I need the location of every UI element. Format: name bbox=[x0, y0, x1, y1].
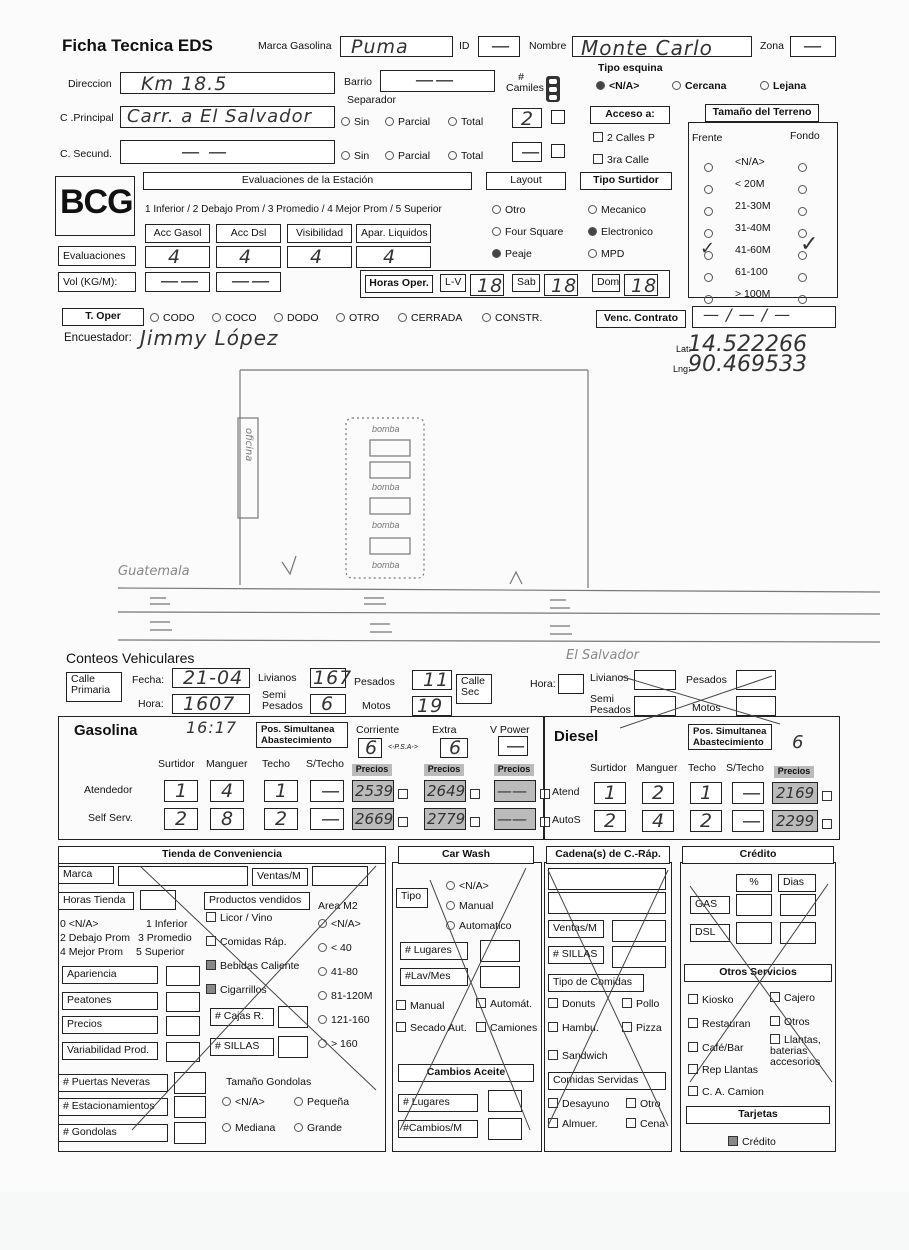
area-option-label: 81-120M bbox=[331, 990, 373, 1002]
terreno-row-label: <N/A> bbox=[735, 156, 765, 168]
layout-header: Layout bbox=[486, 172, 566, 190]
gas-price-value: 2539 bbox=[355, 782, 394, 800]
semi-label: Semi Pesados bbox=[262, 689, 303, 712]
gas-label-c: GAS bbox=[690, 896, 730, 914]
cadena-header: Cadena(s) de C.-Ráp. bbox=[546, 846, 670, 864]
total-label: Total bbox=[461, 150, 484, 162]
strike-carwash-2 bbox=[400, 868, 526, 1130]
nombre-label: Nombre bbox=[529, 40, 567, 52]
toper-option-label: OTRO bbox=[349, 312, 380, 324]
tam-grande-label: Grande bbox=[307, 1122, 343, 1134]
gas-col-stecho: S/Techo bbox=[306, 758, 344, 770]
cigarrillos-label: Cigarrillos bbox=[220, 984, 267, 996]
llantas-label: Llantas, baterias accesorios bbox=[770, 1034, 821, 1068]
neveras-label: # Puertas Neveras bbox=[58, 1074, 168, 1092]
encuestador-value: Jimmy López bbox=[140, 326, 279, 350]
aceite-lugares-label: # Lugares bbox=[398, 1094, 478, 1112]
strike-credito bbox=[690, 886, 832, 1082]
fecha-label: Fecha: bbox=[132, 674, 165, 686]
cw-na-label: <N/A> bbox=[459, 880, 489, 892]
gas-price-value: —— bbox=[497, 810, 527, 828]
cw-manual-label: Manual bbox=[459, 900, 494, 912]
variabilidad-label: Variabilidad Prod. bbox=[62, 1042, 158, 1060]
diesel-title: Diesel bbox=[554, 728, 599, 745]
col-apar-liquidos: Apar. Liquidos bbox=[356, 224, 431, 243]
nombre-value: Monte Carlo bbox=[581, 36, 713, 60]
toper-label: T. Oper bbox=[62, 308, 144, 326]
esquina-na-label: <N/A> bbox=[609, 80, 640, 92]
dsl-row-label: AutoS bbox=[552, 814, 581, 826]
evaluaciones-header: Evaluaciones de la Estación bbox=[143, 172, 472, 190]
psa-label: <-P.S.A-> bbox=[388, 744, 418, 751]
oficina-label: oficina bbox=[243, 428, 254, 462]
dsl-col-surtidor: Surtidor bbox=[590, 762, 627, 774]
tarjeta-credito-label: Crédito bbox=[742, 1136, 776, 1148]
strike-tienda-2 bbox=[132, 866, 376, 1130]
gas-price-value: 2649 bbox=[427, 782, 466, 800]
strike-carwash bbox=[430, 880, 533, 1130]
pizza-label: Pizza bbox=[636, 1022, 662, 1034]
cajero-label: Cajero bbox=[784, 992, 815, 1004]
productos-label: Productos vendidos bbox=[204, 892, 310, 910]
restauran-label: Restauran bbox=[702, 1018, 751, 1030]
dsl-label-c: DSL bbox=[690, 924, 730, 942]
tam-pequena-label: Pequeña bbox=[307, 1096, 350, 1108]
layout-peaje-label: Peaje bbox=[505, 248, 532, 260]
principal-num-value: 2 bbox=[521, 108, 535, 130]
gas-price-value: —— bbox=[497, 782, 527, 800]
scale-1: 1 Inferior bbox=[146, 918, 188, 930]
cadena-sillas-label: # SILLAS bbox=[548, 946, 604, 964]
terreno-row-label: < 20M bbox=[735, 178, 765, 190]
dsl-cell-value: 1 bbox=[700, 782, 714, 804]
dsl-cell-value: 1 bbox=[604, 782, 618, 804]
pesados-value: 11 bbox=[423, 669, 450, 691]
acceso-2calles-label: 2 Calles P bbox=[607, 132, 655, 144]
scale-3: 3 Promedio bbox=[138, 932, 192, 944]
scale-5: 5 Superior bbox=[136, 946, 185, 958]
gas-cell-value: 2 bbox=[175, 808, 189, 830]
peatones-label: Peatones bbox=[62, 992, 158, 1010]
sillas-label-t: # SILLAS bbox=[210, 1038, 274, 1056]
gas-cell-value: 4 bbox=[221, 780, 235, 802]
hambu-label: Hambu. bbox=[562, 1022, 599, 1034]
fondo-check-mark: ✓ bbox=[800, 232, 820, 257]
gasolina-title: Gasolina bbox=[74, 722, 138, 739]
col-visibilidad: Visibilidad bbox=[287, 224, 352, 243]
corriente-label: Corriente bbox=[356, 724, 400, 736]
marca-value: Puma bbox=[351, 36, 409, 58]
aceite-header: Cambios Aceite bbox=[398, 1064, 534, 1082]
eval-value: 4 bbox=[168, 246, 182, 268]
corriente-value: 6 bbox=[365, 737, 379, 759]
gas-cell-value: — bbox=[321, 780, 341, 802]
otro-label: Otro bbox=[640, 1098, 661, 1110]
toper-option-label: COCO bbox=[225, 312, 257, 324]
gas-price-value: 2669 bbox=[355, 810, 394, 828]
frente-label: Frente bbox=[692, 132, 723, 144]
calle-sec-label: Calle Sec bbox=[456, 674, 492, 704]
hora-value: 1607 bbox=[183, 693, 236, 715]
dsl-price-value: 2299 bbox=[776, 812, 815, 830]
principal-label: C .Principal bbox=[60, 112, 114, 124]
tarjetas-header: Tarjetas bbox=[686, 1106, 830, 1124]
pesados-label: Pesados bbox=[354, 676, 395, 688]
area-option-label: <N/A> bbox=[331, 918, 361, 930]
lat-label: Lat: bbox=[676, 344, 692, 354]
camiles-label: # Camiles bbox=[506, 71, 544, 94]
dsl-cell-value: — bbox=[742, 782, 762, 804]
gas-precios-label-3: Precios bbox=[494, 764, 534, 776]
credito-header: Crédito bbox=[682, 846, 834, 864]
toper-option-label: DODO bbox=[287, 312, 319, 324]
dsl-col-stecho: S/Techo bbox=[726, 762, 764, 774]
cadena-ventas-label: Ventas/M bbox=[548, 920, 604, 938]
livianos-label: Livianos bbox=[258, 672, 297, 684]
sin-label: Sin bbox=[354, 116, 370, 128]
parcial-label: Parcial bbox=[398, 150, 431, 162]
otros-servicios-header: Otros Servicios bbox=[684, 964, 832, 982]
fondo-label: Fondo bbox=[790, 130, 820, 142]
tienda-header: Tienda de Conveniencia bbox=[58, 846, 386, 864]
otros-label: Otros bbox=[784, 1016, 810, 1028]
extra-label: Extra bbox=[432, 724, 457, 736]
tipo-label-cw: Tipo bbox=[396, 888, 428, 908]
tamano-label: Tamaño Gondolas bbox=[226, 1076, 312, 1088]
secund-value: — — bbox=[181, 141, 229, 163]
vol-label: Vol (KG/M): bbox=[58, 272, 136, 292]
secund-label: C. Secund. bbox=[60, 148, 112, 160]
bomba-label-2: bomba bbox=[372, 482, 400, 492]
motos-value: 19 bbox=[417, 695, 444, 717]
gasolina-time: 16:17 bbox=[186, 718, 238, 737]
servidas-label: Comidas Servidas bbox=[548, 1072, 666, 1090]
direccion-label: Direccion bbox=[68, 78, 112, 90]
eval-scale: 1 Inferior / 2 Debajo Prom / 3 Promedio / 4 Mejor Prom / 5 Superior bbox=[145, 204, 442, 215]
marca-label: Marca Gasolina bbox=[258, 40, 332, 52]
terreno-row-label: 21-30M bbox=[735, 200, 771, 212]
terreno-row-label: > 100M bbox=[735, 288, 771, 300]
id-value: — bbox=[491, 35, 511, 57]
esquina-lejana-label: Lejana bbox=[773, 80, 807, 92]
comidas-label: Comidas Ráp. bbox=[220, 936, 287, 948]
total-label: Total bbox=[461, 116, 484, 128]
donuts-label: Donuts bbox=[562, 998, 596, 1010]
gas-cell-value: 1 bbox=[175, 780, 189, 802]
dias-label: Dias bbox=[778, 874, 816, 892]
area-option-label: 121-160 bbox=[331, 1014, 370, 1026]
licor-label: Licor / Vino bbox=[220, 912, 273, 924]
cw-lavmes-label: #Lav/Mes bbox=[400, 968, 468, 986]
surtidor-mecanico-label: Mecanico bbox=[601, 204, 646, 216]
sec-hora-label: Hora: bbox=[530, 678, 556, 690]
dsl-pos-sim-label: Pos. Simultanea Abastecimiento bbox=[688, 724, 772, 750]
area-option-label: < 40 bbox=[331, 942, 352, 954]
terreno-header: Tamaño del Terreno bbox=[705, 104, 819, 122]
precios-label-t: Precios bbox=[62, 1016, 158, 1034]
vpower-value: — bbox=[506, 735, 526, 757]
lv-label: L-V bbox=[440, 274, 466, 292]
cw-auto-label: Automatico bbox=[459, 920, 512, 932]
tipo-esquina-label: Tipo esquina bbox=[598, 62, 663, 74]
motos-label: Motos bbox=[362, 700, 391, 712]
sin-label: Sin bbox=[354, 150, 370, 162]
vol-value: —— bbox=[231, 270, 271, 292]
sec-livianos-label: Livianos bbox=[590, 672, 629, 684]
esquina-cercana-label: Cercana bbox=[685, 80, 727, 92]
dsl-cell-value: 2 bbox=[604, 810, 618, 832]
sab-label: Sab bbox=[512, 274, 540, 292]
gas-col-techo: Techo bbox=[262, 758, 291, 770]
col-acc-gasol: Acc Gasol bbox=[145, 224, 210, 243]
aceite-cambios-label: #Cambios/M bbox=[398, 1120, 478, 1138]
eval-value: 4 bbox=[310, 246, 324, 268]
layout-four-label: Four Square bbox=[505, 226, 564, 238]
terreno-row-label: 61-100 bbox=[735, 266, 768, 278]
gas-col-manguer: Manguer bbox=[206, 758, 248, 770]
sandwich-label: Sandwich bbox=[562, 1050, 608, 1062]
dsl-cell-value: 2 bbox=[652, 782, 666, 804]
bomba-label-4: bomba bbox=[372, 560, 400, 570]
el-salvador-label: El Salvador bbox=[566, 648, 639, 663]
toper-option-label: CONSTR. bbox=[495, 312, 543, 324]
vol-value: —— bbox=[160, 270, 200, 292]
dsl-precios-label: Precios bbox=[774, 766, 814, 778]
zona-value: — bbox=[803, 35, 823, 57]
direccion-value: Km 18.5 bbox=[141, 73, 228, 95]
dsl-cell-value: — bbox=[742, 810, 762, 832]
fecha-value: 21-04 bbox=[183, 667, 244, 689]
pct-label: % bbox=[736, 874, 772, 892]
bebidas-label: Bebidas Caliente bbox=[220, 960, 300, 972]
principal-value: Carr. a El Salvador bbox=[127, 106, 313, 127]
pollo-label: Pollo bbox=[636, 998, 660, 1010]
dsl-row-label: Atend bbox=[552, 786, 580, 798]
acceso-3ra-label: 3ra Calle bbox=[607, 154, 650, 166]
acceso-header: Acceso a: bbox=[590, 106, 670, 124]
parcial-label: Parcial bbox=[398, 116, 431, 128]
tam-mediana-label: Mediana bbox=[235, 1122, 276, 1134]
form-title: Ficha Tecnica EDS bbox=[62, 36, 213, 55]
gas-precios-label-2: Precios bbox=[424, 764, 464, 776]
cw-check-manual-label: Manual bbox=[410, 1000, 445, 1012]
estacionamientos-label: # Estacionamientos bbox=[58, 1098, 168, 1116]
barrio-value: —— bbox=[415, 69, 455, 91]
cw-check-secado-label: Secado Aut. bbox=[410, 1022, 467, 1034]
gondolas-label: # Gondolas bbox=[58, 1124, 168, 1142]
dsl-pos-value: 6 bbox=[792, 732, 805, 753]
dsl-col-manguer: Manguer bbox=[636, 762, 678, 774]
gas-row-label: Atendedor bbox=[84, 784, 133, 796]
kiosko-label: Kiosko bbox=[702, 994, 734, 1006]
area-option-label: 41-80 bbox=[331, 966, 358, 978]
horas-label: Horas Oper. bbox=[365, 275, 433, 293]
strike-calle-sec-2 bbox=[620, 676, 772, 728]
secund-num-value: — bbox=[521, 141, 541, 163]
livianos-value: 167 bbox=[313, 667, 353, 689]
calle-primaria-label: Calle Primaria bbox=[66, 672, 122, 702]
terreno-row-label: 41-60M bbox=[735, 244, 771, 256]
dsl-cell-value: 2 bbox=[700, 810, 714, 832]
dsl-price-value: 2169 bbox=[776, 784, 815, 802]
extra-value: 6 bbox=[449, 737, 463, 759]
horas-tienda-label: Horas Tienda bbox=[58, 892, 134, 910]
gas-cell-value: 8 bbox=[221, 808, 235, 830]
marca-label-t: Marca bbox=[58, 866, 114, 884]
evaluaciones-label: Evaluaciones bbox=[58, 246, 136, 266]
lat-value: 14.522266 bbox=[688, 332, 807, 357]
scale-4: 4 Mejor Prom bbox=[60, 946, 124, 958]
dsl-cell-value: 4 bbox=[652, 810, 666, 832]
lng-label: Lng: bbox=[673, 364, 691, 374]
gas-pos-sim-label: Pos. Simultanea Abastecimiento bbox=[256, 722, 348, 748]
cena-label: Cena bbox=[640, 1118, 666, 1130]
conteos-title: Conteos Vehiculares bbox=[66, 650, 195, 666]
tam-na-label: <N/A> bbox=[235, 1096, 265, 1108]
contrato-value: — / — / — bbox=[703, 305, 792, 324]
hora-label: Hora: bbox=[138, 698, 164, 710]
gas-col-surtidor: Surtidor bbox=[158, 758, 195, 770]
eval-value: 4 bbox=[383, 246, 397, 268]
strike-calle-sec bbox=[620, 676, 780, 724]
surtidor-header: Tipo Surtidor bbox=[580, 172, 672, 190]
toper-option-label: CERRADA bbox=[411, 312, 463, 324]
bcg-logo: BCG bbox=[60, 183, 133, 221]
surtidor-mpd-label: MPD bbox=[601, 248, 625, 260]
gas-cell-value: 1 bbox=[275, 780, 289, 802]
gas-precios-label-1: Precios bbox=[352, 764, 392, 776]
almuer-label: Almuer. bbox=[562, 1118, 598, 1130]
gas-row-label: Self Serv. bbox=[88, 812, 133, 824]
dom-value: 18 bbox=[631, 275, 658, 297]
sec-pesados-label: Pesados bbox=[686, 674, 727, 686]
contrato-label: Venc. Contrato bbox=[596, 310, 686, 328]
zona-label: Zona bbox=[760, 40, 784, 52]
strike-credito-2 bbox=[690, 884, 828, 1082]
cw-check-auto-label: Automát. bbox=[490, 998, 533, 1010]
tipo-comidas-label: Tipo de Comidas bbox=[548, 974, 644, 992]
lv-value: 18 bbox=[477, 275, 504, 297]
cw-lugares-label: # Lugares bbox=[400, 942, 468, 960]
area-option-label: > 160 bbox=[331, 1038, 358, 1050]
sec-motos-label: Motos bbox=[692, 702, 721, 714]
cw-check-camiones-label: Camiones bbox=[490, 1022, 538, 1034]
carwash-header: Car Wash bbox=[398, 846, 534, 864]
strike-tienda bbox=[140, 866, 376, 1090]
desayuno-label: Desayuno bbox=[562, 1098, 610, 1110]
gas-price-value: 2779 bbox=[427, 810, 466, 828]
encuestador-label: Encuestador: bbox=[64, 332, 132, 344]
layout-otro-label: Otro bbox=[505, 204, 526, 216]
dom-label: Dom bbox=[592, 274, 620, 292]
apariencia-label: Apariencia bbox=[62, 966, 158, 984]
frente-check-mark: ✓ bbox=[700, 238, 717, 259]
semi-value: 6 bbox=[321, 693, 335, 715]
scale-2: 2 Debajo Prom bbox=[60, 932, 131, 944]
sab-value: 18 bbox=[551, 275, 578, 297]
terreno-row-label: 31-40M bbox=[735, 222, 771, 234]
toper-option-label: CODO bbox=[163, 312, 195, 324]
eval-value: 4 bbox=[239, 246, 253, 268]
separador-label: Separador bbox=[347, 94, 397, 106]
rep-llantas-label: Rep Llantas bbox=[702, 1064, 759, 1076]
bomba-label-3: bomba bbox=[372, 520, 400, 530]
ventas-label-t: Ventas/M bbox=[252, 868, 308, 886]
col-acc-dsl: Acc Dsl bbox=[216, 224, 281, 243]
lng-value: 90.469533 bbox=[688, 352, 807, 377]
bomba-label-1: bomba bbox=[372, 424, 400, 434]
vpower-label: V Power bbox=[490, 724, 530, 736]
cafe-label: Café/Bar bbox=[702, 1042, 744, 1054]
dsl-col-techo: Techo bbox=[688, 762, 717, 774]
guatemala-label: Guatemala bbox=[118, 564, 190, 579]
gas-cell-value: 2 bbox=[275, 808, 289, 830]
scale-0: 0 <N/A> bbox=[60, 918, 99, 930]
surtidor-electronico-label: Electronico bbox=[601, 226, 653, 238]
gas-cell-value: — bbox=[321, 808, 341, 830]
barrio-label: Barrio bbox=[344, 76, 373, 88]
cajas-label: # Cajas R. bbox=[210, 1008, 274, 1026]
id-label: ID bbox=[459, 40, 470, 52]
sec-semi-label: Semi Pesados bbox=[590, 693, 631, 716]
area-label: Area M2 bbox=[318, 900, 358, 912]
ca-camion-label: C. A. Camion bbox=[702, 1086, 764, 1098]
